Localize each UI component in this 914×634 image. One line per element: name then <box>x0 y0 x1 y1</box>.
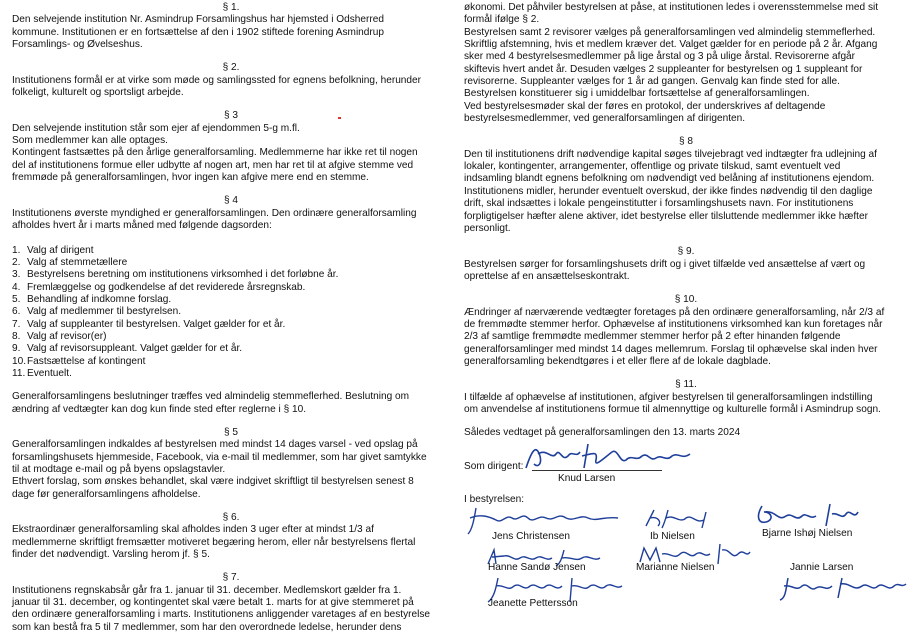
section-heading: § 3 <box>223 110 239 122</box>
section-heading: § 1. <box>222 2 240 13</box>
list-item: 5. Behandling af indkomne forslag. <box>12 293 172 305</box>
section-text: Den selvejende institution står som ejer af ejendommen 5-g m.fl. Som medlemmer kan alle optages. Kontingent fastsættes på den årlige generalforsamling. Medlemmerne har ikke ret til nogen del af institutionens formue eller udbytte af nogen art, men har ret til at afgive stemme ved fremmøde på generalforsamlingen, hvor ingen kan afgive mere end en stemme. <box>12 122 418 184</box>
section-heading: § 9. <box>677 246 695 258</box>
section-heading: § 6. <box>222 512 240 524</box>
section-text: Den selvejende institution Nr. Asmindrup Forsamlingshus har hjemsted i Odsherred kommune. Institutionen er en fortsættelse af den i 1902 stiftede forening Asmindrup Forsamlings- og Øvelseshus. <box>12 14 384 51</box>
list-item: 2. Valg af stemmetællere <box>12 256 128 268</box>
section-text: Generalforsamlingen indkaldes af bestyrelsen med mindst 14 dages varsel - ved opslag på forsamlingshusets hjemmeside, Facebook, via e-mail til medlemmer, som har givet samtykke til at modtage e-mail og på byens opslagstavler. Ethvert forslag, som ønskes behandlet, skal være indgivet skriftligt til bestyrelsen senest 8 dage før generalforsamlingens afholdelse. <box>12 439 427 500</box>
list-item: 1. Valg af dirigent <box>12 244 94 256</box>
board-member-name: Marianne Nielsen <box>636 562 715 573</box>
board-member-name: Hanne Sandø Jensen <box>488 562 586 573</box>
list-item: 6. Valg af medlemmer til bestyrelsen. <box>12 306 182 318</box>
list-item: 9. Valg af revisorsuppleant. Valget gælder for et år. <box>12 343 243 355</box>
board-member-name: Bjarne Ishøj Nielsen <box>762 528 853 539</box>
section-text: I tilfælde af ophævelse af institutionen, afgiver bestyrelsen til generalforsamlingen indstilling om anvendelse af institutionens formue til almennyttige og kulturelle formål i Asmindrup sogn. <box>464 391 881 415</box>
section-text: Generalforsamlingens beslutninger træffes ved almindelig stemmeflerhed. Beslutning om ændring af vedtægter kan dog kun finde sted efter reglerne i § 10. <box>12 391 410 415</box>
dirigent-signature <box>522 438 702 474</box>
board-member-name: Jens Christensen <box>492 531 570 542</box>
dirigent-label: Som dirigent: <box>464 461 524 472</box>
list-item: 11. Eventuelt. <box>12 367 72 379</box>
section-heading: § 5 <box>223 426 239 438</box>
left-column <box>12 0 450 634</box>
section-text: Ændringer af nærværende vedtægter foretages på den ordinære generalforsamling, når 2/3 af de fremmødte stemmer herfor. Ophævelse af institutionens virksomhed kan kun foretages når 2/3 af samtlige fremmødte medlemmer stemmer herfor på 2 efter hinanden følgende generalforsamlinger med mindst 14 dages mellemrum. Forslag til ophævelse skal inden hver generalforsamling bekendtgøres i et eller flere af de lokale dagblade. <box>464 306 885 367</box>
section-text: Den til institutionens drift nødvendige kapital søges tilvejebragt ved indtægter fra udlejning af lokaler, kontingenter, arrangementer, offentlige og private tilskud, samt eventuelt ved indsamling blandt egnens befolkning om nødvendigt ved belåning af institutionens ejendom. Institutionens midler, herunder eventuelt overskud, der ikke findes nødvendig til den daglige drift, skal indsættes i lokale pengeinstitutter i forsamlingshusets navn. For institutionens forpligtigelser hæfter alene aktiver, idet bestyrelse eller tilsluttende medlemmer ikke hæfter personligt. <box>464 148 877 234</box>
list-item: 8. Valg af revisor(er) <box>12 330 107 342</box>
section-text: Institutionens regnskabsår går fra 1. januar til 31. december. Medlemskort gælder fra 1. januar til 31. december, og kontingentet skal være betalt 1. marts for at give stemmeret på den ordinære generalforsamling i marts. Institutionens anliggender varetages af en bestyrelse som kan bestå fra 5 til 7 medlemmer, som har den overordnede ledelse, herunder dens <box>12 584 431 633</box>
list-item: 3. Bestyrelsens beretning om institutionens virksomhed i det forløbne år. <box>12 269 339 281</box>
section-heading: § 4 <box>223 195 239 207</box>
section-text: Institutionens øverste myndighed er generalforsamlingen. Den ordinære generalforsamling afholdes hvert år i marts måned med følgende dagsorden: <box>12 207 417 232</box>
list-item: 10. Fastsættelse af kontingent <box>12 355 146 367</box>
right-column <box>464 0 908 440</box>
section-text: Bestyrelsen sørger for forsamlingshusets drift og i givet tilfælde ved ansættelse af vært og oprettelse af en ansættelseskontrakt. <box>464 258 866 282</box>
list-item: 4. Fremlæggelse og godkendelse af det reviderede årsregnskab. <box>12 281 306 293</box>
section-text: økonomi. Det påhviler bestyrelsen at påse, at institutionen ledes i overensstemmelse med sit formål ifølge § 2. Bestyrelsen samt 2 revisorer vælges på generalforsamlingen ved almindelig stemmeflerhed. Skriftlig afstemning, hvis et medlem kræver det. Valget gælder for en periode på 2 år. Afgang sker med 4 bestyrelsesmedlemmer på lige årstal og 3 på ulige årstal. Revisorerne afgår skiftevis hvert andet år. Desuden vælges 2 suppleanter for bestyrelsen og 1 suppleant for revisorerne. Suppleanter vælges for 1 år ad gangen. Genvalg kan finde sted for alle. Bestyrelsen konstituerer sig i umiddelbar fortsættelse af generalforsamlingen. Ved bestyrelsesmøder skal der føres en protokol, der underskrives af deltagende bestyrelsesmedlemmer, ved generalforsamlingen af dirigenten. <box>464 2 879 125</box>
board-signature-6 <box>778 574 908 604</box>
signature-line <box>532 470 662 471</box>
board-member-name: Jannie Larsen <box>790 562 854 573</box>
section-heading: § 11. <box>675 379 697 391</box>
board-label: I bestyrelsen: <box>464 494 525 505</box>
list-item: 7. Valg af suppleanter til bestyrelsen. Valget gælder for et år. <box>12 318 286 330</box>
dirigent-name: Knud Larsen <box>558 473 616 484</box>
section-heading: § 2. <box>222 62 240 74</box>
ink-speck <box>338 117 341 119</box>
agenda-list <box>12 245 450 381</box>
section-text: Ekstraordinær generalforsamling skal afholdes inden 3 uger efter at mindst 1/3 af medlemmerne skriftligt fremsætter motiveret begæring herom, eller når bestyrelsens flertal finder det nødvendigt. Varsling herom jf. § 5. <box>12 524 416 561</box>
section-heading: § 8 <box>678 136 694 148</box>
board-member-name: Ib Nielsen <box>650 531 695 542</box>
board-member-name: Jeanette Pettersson <box>488 598 578 609</box>
section-heading: § 7. <box>222 572 240 584</box>
adoption-statement: Således vedtaget på generalforsamlingen den 13. marts 2024 <box>464 427 741 439</box>
board-signature-2 <box>640 508 720 530</box>
section-heading: § 10. <box>674 294 698 306</box>
section-text: Institutionens formål er at virke som møde og samlingssted for egnens befolkning, herunder folkeligt, kulturelt og sportsligt arbejde. <box>12 74 422 99</box>
